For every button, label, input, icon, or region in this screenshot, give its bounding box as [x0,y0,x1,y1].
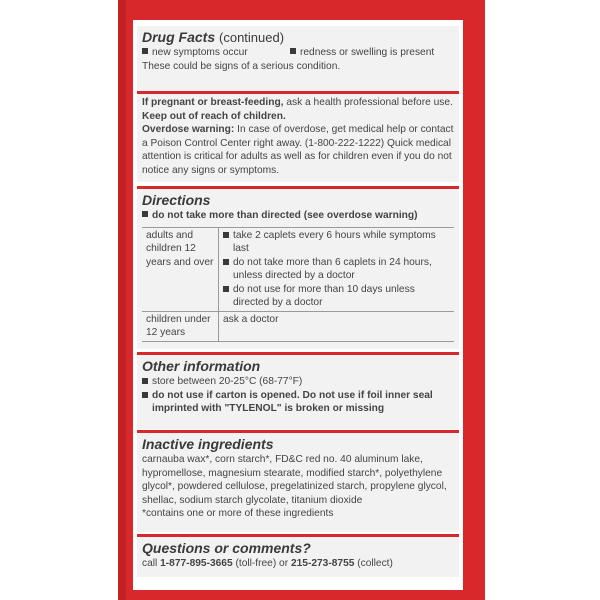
list-item: do not use for more than 10 days unless directed by a doctor [223,283,450,310]
list-item: do not use if carton is opened. Do not use if foil inner seal imprinted with "TYLENOL" is broken or missing [142,389,454,416]
bullet-icon [142,392,148,398]
bullet-icon [142,211,148,217]
directions-title: Directions [142,192,211,208]
overdose-warning: Overdose warning: In case of overdose, get medical help or contact a Poison Control Center right away. (1-800-222-1222) Quick medical attention is critical for adults as well as for children even if you do not notice any signs or symptoms. [142,124,454,176]
questions-section [137,537,459,577]
pregnancy-warning: If pregnant or breast-feeding, ask a health professional before use. [142,97,453,108]
phone-tollfree: 1-877-895-3665 [160,558,233,569]
bullet-icon [223,286,229,292]
adult-age-label: adults and children 12 years and over [142,227,219,311]
list-item: store between 20-25°C (68-77°F) [142,375,454,389]
bullet-icon [223,259,229,265]
directions-section [137,189,459,349]
keep-out-warning: Keep out of reach of children. [142,110,286,122]
questions-title: Questions or comments? [142,540,311,556]
questions-contact: call 1-877-895-3665 (toll-free) or 215-273-8755 (collect) [142,558,393,569]
list-item: take 2 caplets every 6 hours while symptoms last [223,229,450,256]
inactive-ingredients-note: *contains one or more of these ingredients [142,508,334,519]
pregnancy-overdose-section [137,94,459,182]
inactive-ingredients-text: carnauba wax*, corn starch*, FD&C red no. 40 aluminum lake, hypromellose, magnesium stearate, modified starch*, polyethylene glycol*, powdered cellulose, pregelatinized starch, propylene glycol, shellac, sodium starch glycolate, titanium dioxide [142,454,447,506]
signs-text: These could be signs of a serious condition. [142,60,341,72]
drug-facts-title: Drug Facts (continued) [142,29,285,45]
bullet-icon [142,378,148,384]
child-age-label: children under 12 years [142,311,219,341]
bullet-icon [223,232,229,238]
inactive-ingredients-title: Inactive ingredients [142,436,274,452]
table-row [142,311,454,341]
directions-table [142,227,454,342]
adult-instructions [219,227,455,311]
child-instructions: ask a doctor [219,311,455,341]
inactive-ingredients-section [137,433,459,532]
table-row [142,227,454,311]
symptom-item: redness or swelling is present [290,46,434,60]
carton-edge [118,0,126,600]
other-information-title: Other information [142,358,261,374]
symptom-item: new symptoms occur [142,46,290,60]
directions-lead: do not take more than directed (see overdose warning) [142,209,454,223]
list-item: do not take more than 6 caplets in 24 hours, unless directed by a doctor [223,256,450,283]
phone-collect: 215-273-8755 [290,558,355,569]
symptom-items [142,46,454,60]
bullet-icon [142,48,148,54]
bullet-icon [290,48,296,54]
other-information-section [137,355,459,429]
warnings-continued-section [137,26,459,91]
